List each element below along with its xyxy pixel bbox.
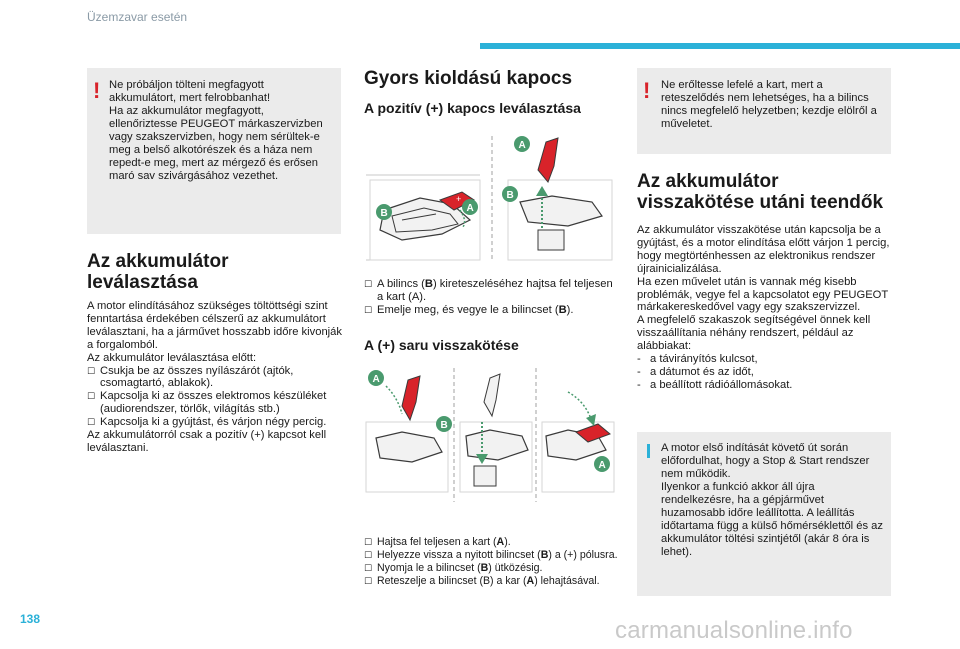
subheading-reconnect-terminal: A (+) saru visszakötése [364,337,519,353]
after-reconnect-paragraph: Az akkumulátor visszakötése után kapcsolja be a gyújtást, és a motor elindítása előtt várjon 1 percig, hogy megtörténhessen az elektronikus rendszer újrainicializálása. Ha ezen művelet után is vannak még kisebb problémák, vegye fel a kapcsolatot egy PEUGEOT márkakereskedővel vagy egy szakszervizzel. A megfelelő szakaszok segítségével önnek kell visszaállítania néhány rendszert, például az alábbiakat: [637,224,890,353]
svg-text:B: B [380,208,388,219]
warning-icon: ! [93,78,101,103]
figure-disconnect-clamp [362,130,618,270]
list-item: ☐ Reteszelje a bilincset (B) a kar (A) lehajtásával. [364,575,600,587]
list-item: ☐ Hajtsa fel teljesen a kart (A). [364,536,511,548]
page-number: 138 [20,612,41,626]
bullet-icon: ☐ [87,391,96,402]
list-item: ☐ Nyomja le a bilincset (B) ütközésig. [364,562,543,574]
fig1-instructions [364,278,619,317]
bullet-icon: ☐ [364,304,373,315]
list-item: - a dátumot és az időt, [637,365,754,378]
bullet-icon: ☐ [364,537,373,547]
list-item: ☐ Csukja be az összes nyílászárót (ajtók, csomagtartó, ablakok). [87,364,294,390]
warning-icon: ! [643,78,651,103]
bullet-icon: ☐ [364,550,373,560]
bullet-icon: ☐ [364,563,373,573]
list-item: ☐ Kapcsolja ki a gyújtást, és várjon négy percig. [87,416,327,429]
section-heading-disconnect: Az akkumulátor leválasztása [87,251,229,293]
list-item: - a távirányítós kulcsot, [637,353,758,366]
list-item: ☐ A bilincs (B) kireteszeléséhez hajtsa fel teljesen a kart (A). [364,278,613,303]
disconnect-intro: A motor elindításához szükséges töltöttségi szint fenntartása érdekében célszerű az akkumulátort leválasztani, ha a járművet hosszabb időre kivonják a forgalomból. [87,300,342,351]
figure-reconnect-clamp [362,362,618,512]
svg-text:A: A [518,140,526,151]
warning-box-frozen-battery [87,68,341,234]
svg-text:B: B [440,420,448,431]
subheading-disconnect-positive: A pozitív (+) kapocs leválasztása [364,100,581,116]
after-reconnect-body [637,224,893,392]
page-header-title: Üzemzavar esetén [87,10,188,24]
svg-text:B: B [506,190,514,201]
svg-text:A: A [372,374,380,385]
list-item: ☐ Helyezze vissza a nyitott bilincset (B) a (+) pólusra. [364,549,618,561]
info-text: A motor első indítását követő út során előfordulhat, hogy a Stop & Start rendszer nem működik. Ilyenkor a funkció akkor áll újra rendelkezésre, ha a gépjárművet huzamosabb időre leállította. A leállítás időtartama függ a külső hőmérséklettől és az akkumulátor töltési szintjétől (akár 8 óra is lehet). [661,442,884,558]
plus-label: + [456,194,462,204]
section-heading-after-reconnect: Az akkumulátor visszakötése utáni teendők [637,171,884,213]
bullet-icon: ☐ [364,279,373,289]
list-item: - a beállított rádióállomásokat. [637,378,793,391]
bullet-icon: ☐ [364,576,373,586]
warning-text: Ne erőltesse lefelé a kart, mert a reteszelődés nem lehetséges, ha a bilincs nincs megfelelő helyzetben; kezdje elölről a műveletet. [661,79,877,130]
warning-text: Ne próbáljon tölteni megfagyott akkumulátort, mert felrobbanhat! Ha az akkumulátor megfagyott, ellenőriztesse PEUGEOT márkaszervizben vagy szakszervizben, hogy nem sérültek-e meg a belső alkotórészek és a háza nem repedt-e meg, mert az mérgező és erősen maró sav szivárgásához vezethet. [109,79,323,182]
info-icon [647,444,650,458]
svg-text:A: A [466,203,474,214]
list-item: ☐ Kapcsolja ki az összes elektromos készüléket (audiorendszer, törlők, világítás stb.) [87,390,327,416]
bullet-icon: ☐ [87,417,96,428]
warning-box-lever [637,68,891,154]
bullet-icon: ☐ [87,365,96,376]
header-accent-bar [480,43,960,49]
disconnect-body [87,300,342,455]
disconnect-closing: Az akkumulátorról csak a pozitív (+) kapcsot kell leválasztani. [87,429,327,455]
svg-text:A: A [598,460,606,471]
fig2-instructions [364,536,624,588]
section-heading-quick-release: Gyors kioldású kapocs [364,68,573,89]
info-box-stop-start [637,432,891,596]
watermark: carmanualsonline.info [615,617,853,644]
list-item: ☐ Emelje meg, és vegye le a bilincset (B). [364,303,574,316]
before-label: Az akkumulátor leválasztása előtt: [87,351,257,364]
